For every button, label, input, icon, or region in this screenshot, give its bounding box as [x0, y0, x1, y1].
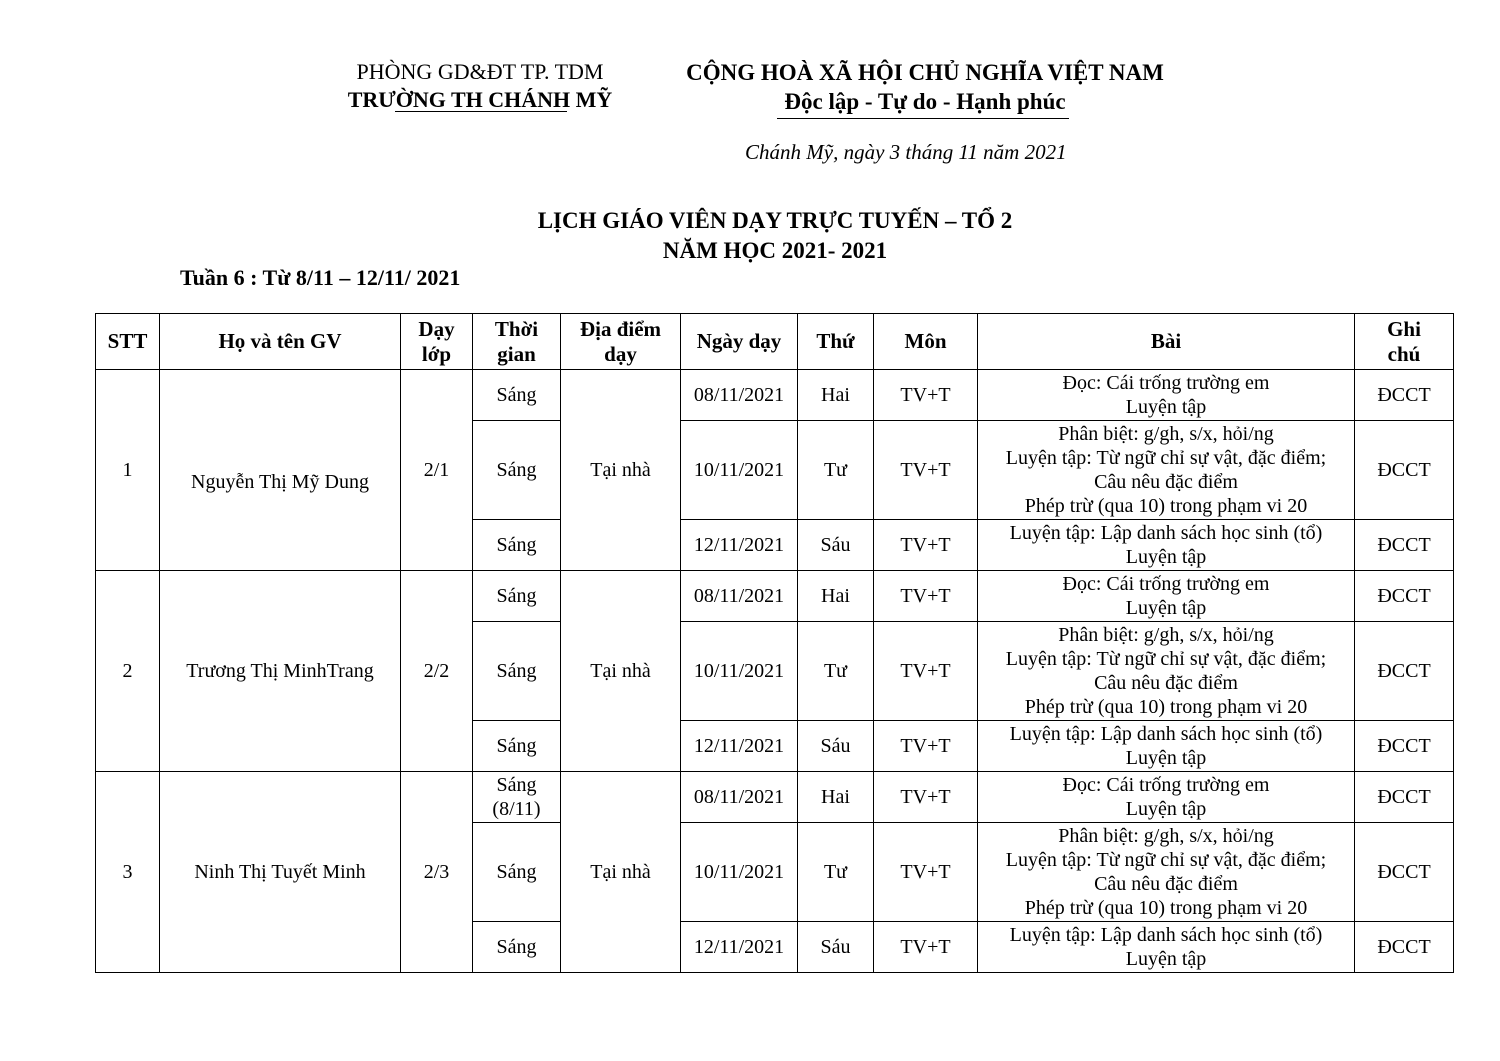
col-subject: Môn [874, 314, 978, 370]
place-cell: Tại nhà [561, 571, 681, 772]
date-cell: 12/11/2021 [681, 721, 798, 772]
lesson-cell: Phân biệt: g/gh, s/x, hỏi/ng Luyện tập: Từ ngữ chỉ sự vật, đặc điểm; Câu nêu đặc điểm Phép trừ (qua 10) trong phạm vi 20 [978, 622, 1355, 721]
table-row [96, 370, 1454, 421]
date-cell: 12/11/2021 [681, 922, 798, 973]
school-underline [395, 111, 567, 112]
week-range: Tuần 6 : Từ 8/11 – 12/11/ 2021 [180, 265, 461, 290]
note-cell: ĐCCT [1355, 370, 1454, 421]
class-cell: 2/1 [401, 370, 473, 571]
col-class: Dạy lớp [401, 314, 473, 370]
lesson-cell: Luyện tập: Lập danh sách học sinh (tổ) Luyện tập [978, 922, 1355, 973]
title-line-2: NĂM HỌC 2021- 2021 [662, 238, 888, 263]
time-cell: Sáng [473, 571, 561, 622]
col-place: Địa điểm dạy [561, 314, 681, 370]
note-cell: ĐCCT [1355, 571, 1454, 622]
time-cell: Sáng [473, 370, 561, 421]
document-date: Chánh Mỹ, ngày 3 tháng 11 năm 2021 [745, 140, 1067, 164]
subject-cell: TV+T [874, 823, 978, 922]
note-cell: ĐCCT [1355, 622, 1454, 721]
teacher-name: Ninh Thị Tuyết Minh [160, 772, 401, 973]
subject-cell: TV+T [874, 571, 978, 622]
note-cell: ĐCCT [1355, 421, 1454, 520]
note-cell: ĐCCT [1355, 823, 1454, 922]
day-cell: Sáu [798, 721, 874, 772]
issuing-office [320, 58, 640, 114]
nation-name: CỘNG HOÀ XÃ HỘI CHỦ NGHĨA VIỆT NAM [686, 60, 1164, 85]
subject-cell: TV+T [874, 772, 978, 823]
time-cell: Sáng [473, 622, 561, 721]
lesson-cell: Luyện tập: Lập danh sách học sinh (tổ) Luyện tập [978, 721, 1355, 772]
motto: Độc lập - Tự do - Hạnh phúc [784, 89, 1066, 114]
note-cell: ĐCCT [1355, 772, 1454, 823]
stt-cell: 2 [96, 571, 160, 772]
day-cell: Hai [798, 772, 874, 823]
subject-cell: TV+T [874, 922, 978, 973]
national-heading [645, 58, 1205, 116]
date-cell: 10/11/2021 [681, 622, 798, 721]
place-cell: Tại nhà [561, 772, 681, 973]
note-cell: ĐCCT [1355, 721, 1454, 772]
document-title [325, 206, 1225, 266]
teacher-name: Nguyễn Thị Mỹ Dung [160, 370, 401, 571]
note-cell: ĐCCT [1355, 520, 1454, 571]
class-cell: 2/3 [401, 772, 473, 973]
school-name: TRƯỜNG TH CHÁNH MỸ [347, 87, 613, 112]
col-stt: STT [96, 314, 160, 370]
date-cell: 08/11/2021 [681, 370, 798, 421]
day-cell: Sáu [798, 520, 874, 571]
col-note: Ghi chú [1355, 314, 1454, 370]
class-cell: 2/2 [401, 571, 473, 772]
lesson-cell: Đọc: Cái trống trường em Luyện tập [978, 370, 1355, 421]
col-day: Thứ [798, 314, 874, 370]
col-teacher-name: Họ và tên GV [160, 314, 401, 370]
day-cell: Hai [798, 571, 874, 622]
date-cell: 08/11/2021 [681, 772, 798, 823]
lesson-cell: Đọc: Cái trống trường em Luyện tập [978, 772, 1355, 823]
lesson-cell: Đọc: Cái trống trường em Luyện tập [978, 571, 1355, 622]
subject-cell: TV+T [874, 421, 978, 520]
time-cell: Sáng (8/11) [473, 772, 561, 823]
lesson-cell: Phân biệt: g/gh, s/x, hỏi/ng Luyện tập: Từ ngữ chỉ sự vật, đặc điểm; Câu nêu đặc điểm Phép trừ (qua 10) trong phạm vi 20 [978, 823, 1355, 922]
department-name: PHÒNG GD&ĐT TP. TDM [356, 59, 604, 84]
stt-cell: 3 [96, 772, 160, 973]
day-cell: Tư [798, 421, 874, 520]
subject-cell: TV+T [874, 520, 978, 571]
table-row [96, 772, 1454, 823]
date-cell: 10/11/2021 [681, 823, 798, 922]
date-cell: 08/11/2021 [681, 571, 798, 622]
day-cell: Tư [798, 622, 874, 721]
subject-cell: TV+T [874, 622, 978, 721]
col-time: Thời gian [473, 314, 561, 370]
time-cell: Sáng [473, 823, 561, 922]
time-cell: Sáng [473, 721, 561, 772]
motto-underline [777, 118, 1069, 119]
title-line-1: LỊCH GIÁO VIÊN DẠY TRỰC TUYẾN – TỔ 2 [537, 208, 1013, 233]
lesson-cell: Phân biệt: g/gh, s/x, hỏi/ng Luyện tập: Từ ngữ chỉ sự vật, đặc điểm; Câu nêu đặc điểm Phép trừ (qua 10) trong phạm vi 20 [978, 421, 1355, 520]
table-row [96, 571, 1454, 622]
stt-cell: 1 [96, 370, 160, 571]
time-cell: Sáng [473, 922, 561, 973]
col-date: Ngày dạy [681, 314, 798, 370]
subject-cell: TV+T [874, 721, 978, 772]
schedule-table [95, 313, 1454, 973]
place-cell: Tại nhà [561, 370, 681, 571]
day-cell: Hai [798, 370, 874, 421]
subject-cell: TV+T [874, 370, 978, 421]
note-cell: ĐCCT [1355, 922, 1454, 973]
date-cell: 12/11/2021 [681, 520, 798, 571]
time-cell: Sáng [473, 520, 561, 571]
col-lesson: Bài [978, 314, 1355, 370]
date-cell: 10/11/2021 [681, 421, 798, 520]
day-cell: Sáu [798, 922, 874, 973]
teacher-name: Trương Thị MinhTrang [160, 571, 401, 772]
day-cell: Tư [798, 823, 874, 922]
lesson-cell: Luyện tập: Lập danh sách học sinh (tổ) Luyện tập [978, 520, 1355, 571]
header-row [96, 314, 1454, 370]
time-cell: Sáng [473, 421, 561, 520]
